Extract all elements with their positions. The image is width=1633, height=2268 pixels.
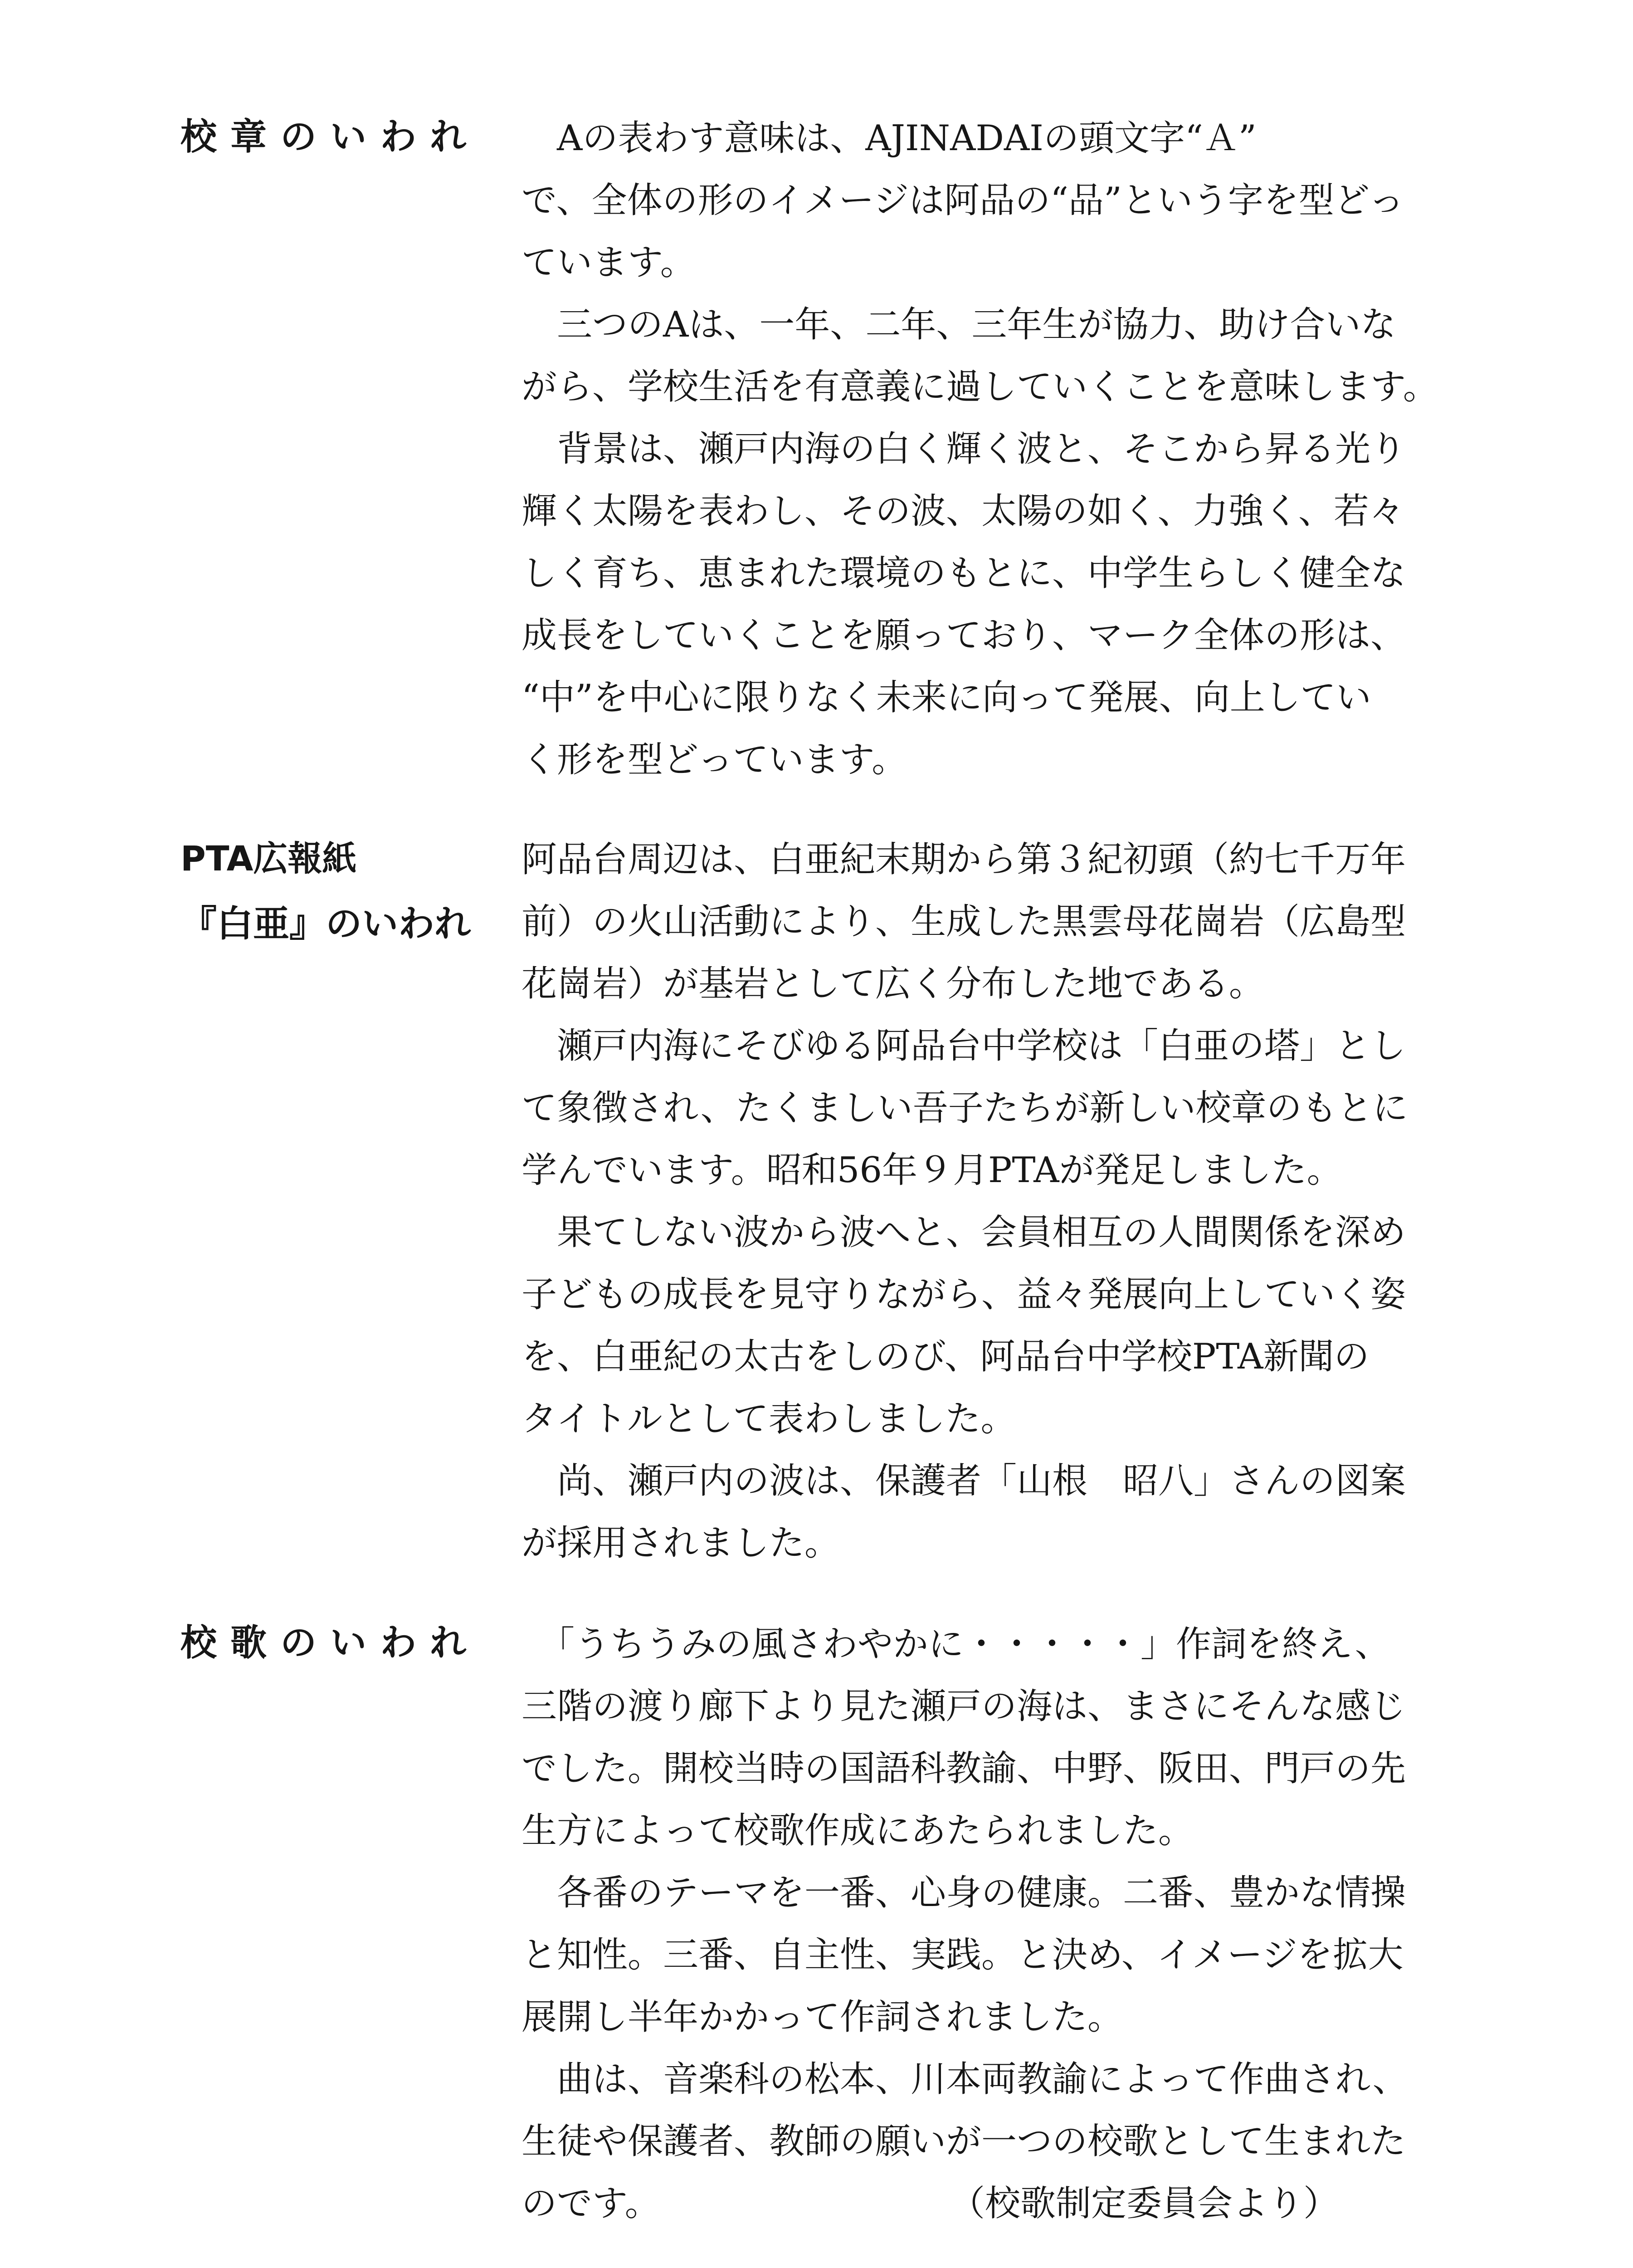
body-line-final: [522, 2173, 1501, 2235]
attribution: （校歌制定委員会より）: [950, 2183, 1339, 2224]
body-line: て象徴され、たくましい吾子たちが新しい校章のもとに: [522, 1088, 1408, 1129]
body-line: 花崗岩）が基岩として広く分布した地である。: [522, 963, 1265, 1004]
body-line: 背景は、瀬戸内海の白く輝く波と、そこから昇る光り: [522, 429, 1406, 469]
body-line: 瀬戸内海にそびゆる阿品台中学校は「白亜の塔」とし: [522, 1026, 1406, 1066]
section-heading-school-song: 校歌のいわれ: [180, 1622, 480, 1664]
section-body-school-song: [522, 1613, 1501, 2235]
section-body-hakua: [522, 829, 1501, 1574]
body-line: 輝く太陽を表わし、その波、太陽の如く、力強く、若々: [522, 491, 1404, 532]
body-line: で、全体の形のイメージは阿品の“品”という字を型どっ: [522, 180, 1404, 221]
body-line: “中”を中心に限りなく未来に向って発展、向上してい: [522, 677, 1371, 718]
body-line: く形を型どっています。: [522, 739, 907, 780]
body-line: Aの表わす意味は、AJINADAIの頭文字“Ａ”: [522, 118, 1257, 159]
body-line: 阿品台周辺は、白亜紀末期から第３紀初頭（約七千万年: [522, 839, 1406, 880]
body-line: がら、学校生活を有意義に過していくことを意味します。: [522, 367, 1438, 407]
section-heading-hakua: 『白亜』のいわれ: [180, 903, 471, 945]
body-line: 成長をしていくことを願っており、マーク全体の形は、: [522, 615, 1406, 656]
section-heading-pta-newsletter-label: PTA広報紙: [180, 838, 357, 879]
body-line: 曲は、音楽科の松本、川本両教諭によって作曲され、: [522, 2059, 1408, 2100]
body-line: 果てしない波から波へと、会員相互の人間関係を深め: [522, 1212, 1406, 1253]
body-line: 学んでいます。昭和56年９月PTAが発足しました。: [522, 1150, 1342, 1191]
body-line: ています。: [522, 242, 696, 283]
section-body-school-emblem: [522, 108, 1501, 791]
body-line: と知性。三番、自主性、実践。と決め、イメージを拡大: [522, 1935, 1404, 1975]
body-line: 三階の渡り廊下より見た瀬戸の海は、まさにそんな感じ: [522, 1686, 1406, 1727]
body-line: タイトルとして表わしました。: [522, 1398, 1016, 1439]
body-line: 三つのAは、一年、二年、三年生が協力、助け合いな: [522, 304, 1396, 345]
body-line: 各番のテーマを一番、心身の健康。二番、豊かな情操: [522, 1872, 1406, 1913]
body-line: 生方によって校歌作成にあたられました。: [522, 1810, 1194, 1851]
body-line: しく育ち、恵まれた環境のもとに、中学生らしく健全な: [522, 553, 1406, 594]
body-line: 子どもの成長を見守りながら、益々発展向上していく姿: [522, 1274, 1406, 1315]
body-line: 生徒や保護者、教師の願いが一つの校歌として生まれた: [522, 2121, 1406, 2162]
final-line-text: のです。: [522, 2183, 660, 2224]
body-line: 「うちうみの風さわやかに・・・・・」作詞を終え、: [522, 1624, 1390, 1665]
section-heading-school-emblem: 校章のいわれ: [180, 116, 480, 158]
body-line: 展開し半年かかって作詞されました。: [522, 1997, 1123, 2038]
body-line: 前）の火山活動により、生成した黒雲母花崗岩（広島型: [522, 901, 1406, 942]
body-line: でした。開校当時の国語科教諭、中野、阪田、門戸の先: [522, 1748, 1406, 1789]
body-line: を、白亜紀の太古をしのび、阿品台中学校PTA新聞の: [522, 1336, 1370, 1377]
body-line: 尚、瀬戸内の波は、保護者「山根 昭八」さんの図案: [522, 1461, 1406, 1501]
body-line: が採用されました。: [522, 1523, 840, 1564]
